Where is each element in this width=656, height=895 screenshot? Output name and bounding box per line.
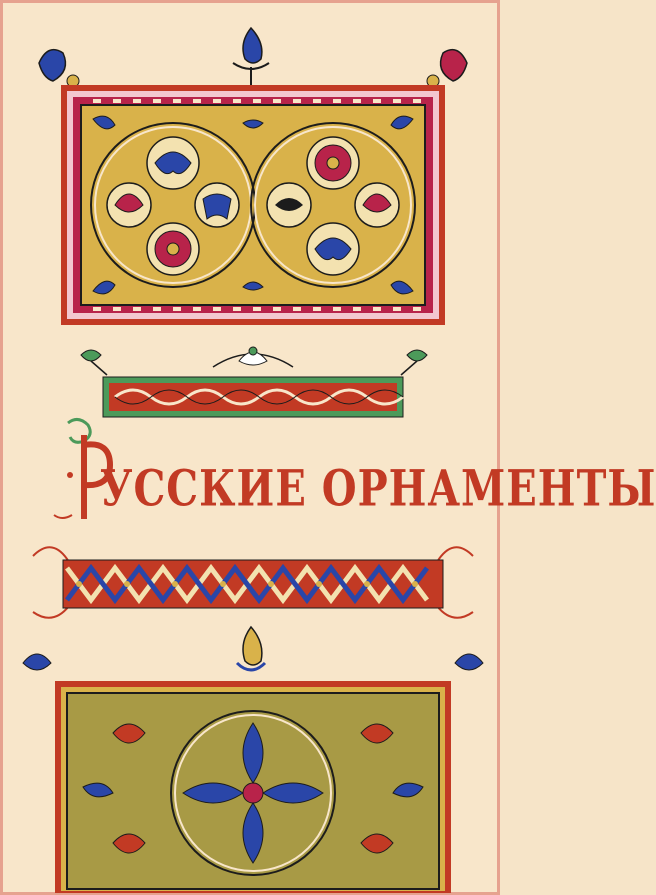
divider-ornament-band bbox=[3, 341, 503, 421]
bottom-center-finial bbox=[237, 627, 265, 670]
bottom-center-medallion bbox=[171, 711, 335, 875]
divider-left-finial bbox=[81, 350, 107, 375]
top-right-finial bbox=[427, 50, 467, 87]
title-initial-text: Р bbox=[48, 400, 59, 419]
bottom-right-finial bbox=[455, 654, 483, 670]
top-center-finial bbox=[233, 28, 269, 85]
bottom-panel-ornament bbox=[3, 623, 503, 895]
top-panel-ornament bbox=[3, 23, 503, 333]
bottom-left-finial bbox=[23, 654, 51, 670]
top-left-finial bbox=[39, 50, 79, 87]
divider-right-finial bbox=[401, 350, 427, 375]
divider-center-finial bbox=[213, 347, 293, 367]
braided-band-ornament bbox=[3, 528, 503, 628]
braid-band bbox=[63, 560, 443, 608]
title-text: УССКИЕ ОРНАМЕНТЫ bbox=[100, 459, 656, 518]
title-block bbox=[48, 400, 656, 525]
